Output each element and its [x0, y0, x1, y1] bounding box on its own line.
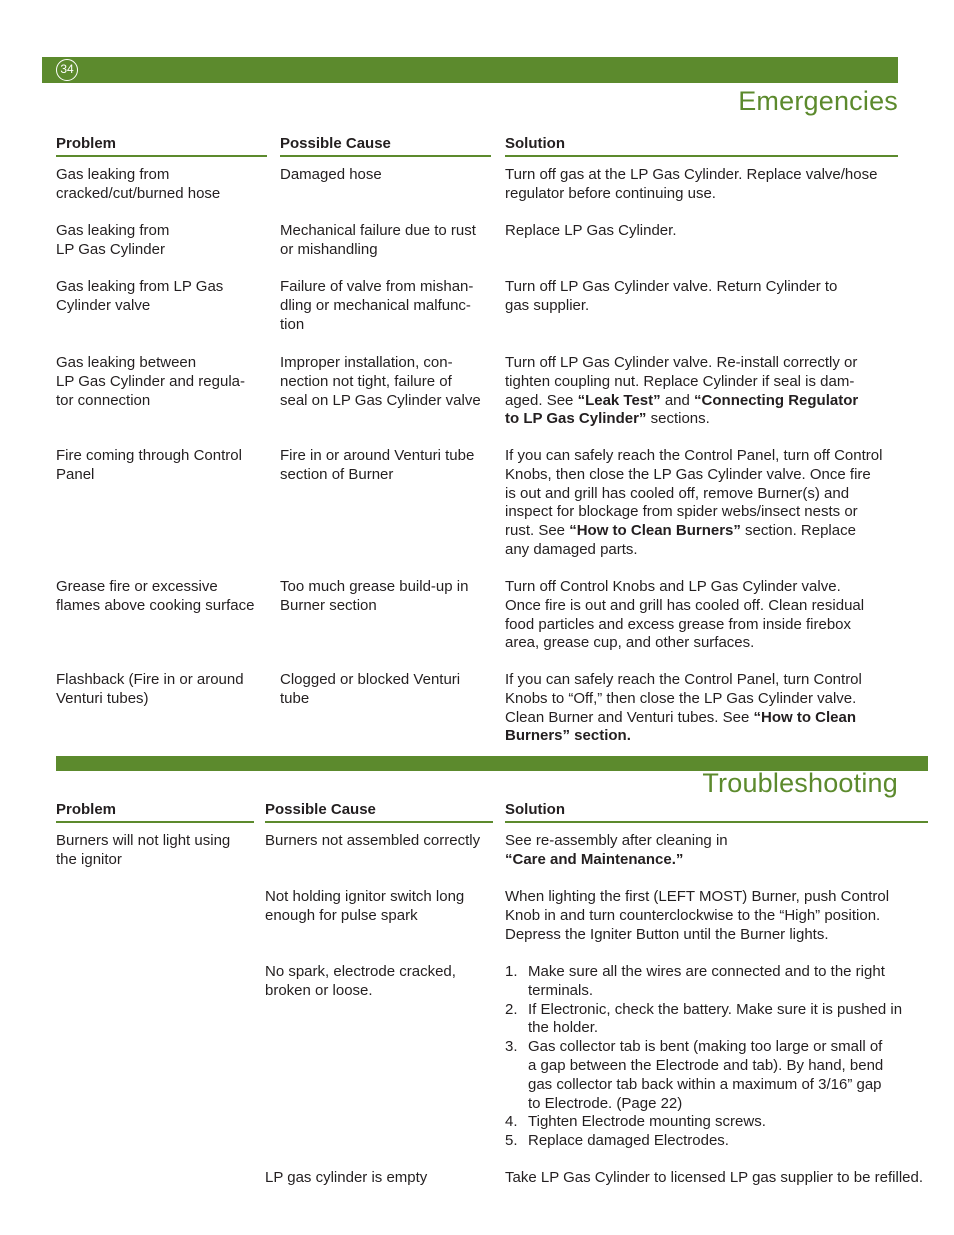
- troubleshooting-header-problem: Problem: [56, 801, 254, 823]
- troubleshooting-solution-cell: See re-assembly after cleaning in “Care and Maintenance.”: [505, 832, 728, 868]
- emergency-solution-cell: If you can safely reach the Control Panel, turn Control Knobs to “Off,” then close the LP Gas Cylinder valve. Clean Burner and Venturi tubes. See “How to Clean Burners” section.: [505, 671, 862, 745]
- emergency-problem-cell: Gas leaking between LP Gas Cylinder and regula- tor connection: [56, 354, 245, 409]
- emergencies-header-cause: Possible Cause: [280, 135, 491, 157]
- emergency-solution-cell: Turn off LP Gas Cylinder valve. Re-install correctly or tighten coupling nut. Replace Cylinder if seal is dam- aged. See “Leak Test” and “Connecting Regulator to LP Gas Cylinder” sections.: [505, 354, 859, 428]
- page-number: 34: [56, 59, 78, 81]
- solution-steps-list: [505, 963, 930, 1151]
- emergency-problem-cell: Grease fire or excessive flames above cooking surface: [56, 578, 255, 614]
- emergency-cause-cell: Damaged hose: [280, 166, 382, 183]
- solution-step: 4. Tighten Electrode mounting screws.: [505, 1113, 766, 1131]
- emergency-cause-cell: Failure of valve from mishan- dling or mechanical malfunc- tion: [280, 278, 474, 333]
- emergencies-header-solution: Solution: [505, 135, 898, 157]
- troubleshooting-solution-cell: When lighting the first (LEFT MOST) Burner, push Control Knob in and turn counterclockwise to the “High” position. Depress the Igniter Button until the Burner lights.: [505, 888, 890, 943]
- emergency-cause-cell: Mechanical failure due to rust or mishandling: [280, 222, 476, 258]
- emergency-cause-cell: Too much grease build-up in Burner section: [280, 578, 469, 614]
- emergency-solution-cell: If you can safely reach the Control Panel, turn off Control Knobs, then close the LP Gas Cylinder valve. Once fire is out and grill has cooled off, remove Burner(s) and inspect for blockage from spider webs/insect nests or rust. See “How to Clean Burners” section. Replace any damaged parts.: [505, 447, 883, 558]
- emergency-cause-cell: Fire in or around Venturi tube section of Burner: [280, 447, 475, 483]
- header-bar: [42, 57, 898, 83]
- emergency-problem-cell: Gas leaking from LP Gas Cylinder valve: [56, 278, 224, 314]
- troubleshooting-solution-cell: [505, 963, 930, 1151]
- troubleshooting-cause-cell: Burners not assembled correctly: [265, 832, 481, 849]
- troubleshooting-header-cause: Possible Cause: [265, 801, 493, 823]
- troubleshooting-cause-cell: No spark, electrode cracked, broken or loose.: [265, 963, 456, 999]
- troubleshooting-header-solution: Solution: [505, 801, 928, 823]
- troubleshooting-problem: Burners will not light using the ignitor: [56, 832, 231, 868]
- emergency-solution-cell: Turn off Control Knobs and LP Gas Cylinder valve. Once fire is out and grill has cooled off. Clean residual food particles and excess grease from inside firebox area, grease cup, and other surfaces.: [505, 578, 865, 652]
- emergency-problem-cell: Gas leaking from LP Gas Cylinder: [56, 222, 170, 258]
- troubleshooting-solution-cell: Take LP Gas Cylinder to licensed LP gas supplier to be refilled.: [505, 1169, 924, 1186]
- emergency-problem-cell: Gas leaking from cracked/cut/burned hose: [56, 166, 221, 202]
- emergency-cause-cell: Clogged or blocked Venturi tube: [280, 671, 461, 707]
- troubleshooting-cause-cell: LP gas cylinder is empty: [265, 1169, 428, 1186]
- solution-step: 5. Replace damaged Electrodes.: [505, 1132, 729, 1150]
- emergency-solution-cell: Turn off LP Gas Cylinder valve. Return Cylinder to gas supplier.: [505, 278, 838, 314]
- solution-step: 2. If Electronic, check the battery. Make sure it is pushed in the holder.: [505, 1000, 903, 1037]
- solution-step: 3. Gas collector tab is bent (making too large or small of a gap between the Electrode and tab). By hand, bend gas collector tab back within a maximum of 3/16” gap to Electrode. (Page 22): [505, 1038, 884, 1112]
- emergency-problem-cell: Fire coming through Control Panel: [56, 447, 242, 483]
- emergency-solution-cell: Turn off gas at the LP Gas Cylinder. Replace valve/hose regulator before continuing use.: [505, 166, 878, 202]
- troubleshooting-title: Troubleshooting: [702, 768, 898, 798]
- solution-step: 1. Make sure all the wires are connected and to the right terminals.: [505, 963, 885, 999]
- emergencies-header-problem: Problem: [56, 135, 267, 157]
- troubleshooting-cause-cell: Not holding ignitor switch long enough for pulse spark: [265, 888, 465, 924]
- emergencies-title: Emergencies: [738, 86, 898, 116]
- emergency-cause-cell: Improper installation, con- nection not tight, failure of seal on LP Gas Cylinder valve: [280, 354, 481, 409]
- emergency-problem-cell: Flashback (Fire in or around Venturi tubes): [56, 671, 244, 707]
- emergency-solution-cell: Replace LP Gas Cylinder.: [505, 222, 677, 239]
